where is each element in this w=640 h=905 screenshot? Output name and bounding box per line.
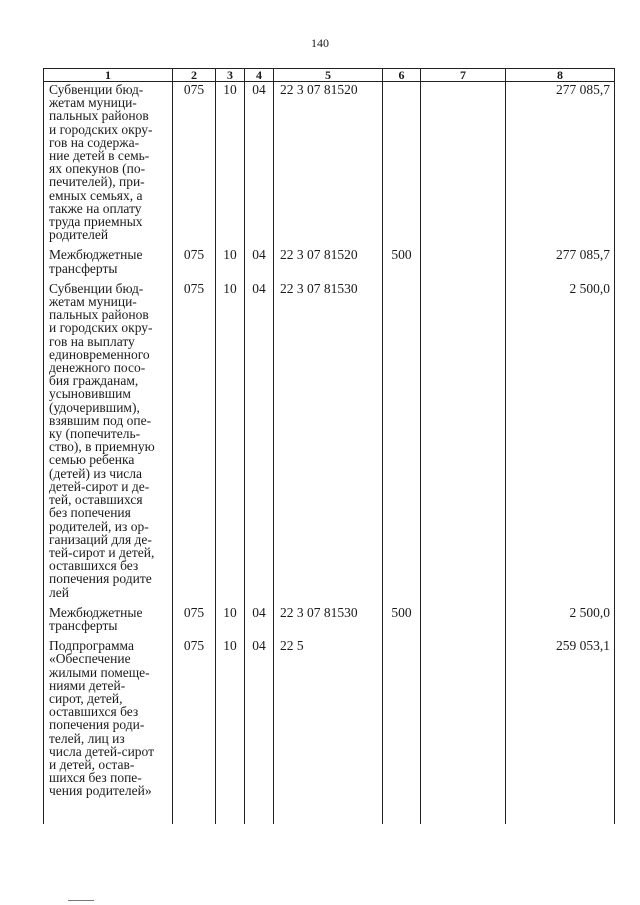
table-row xyxy=(44,281,615,599)
table-body xyxy=(44,82,615,824)
table-header xyxy=(44,69,615,82)
row-col2-cell: 075 xyxy=(173,82,216,242)
row-col2-cell: 075 xyxy=(173,281,216,599)
row-spacer xyxy=(44,798,615,824)
row-col4-cell: 04 xyxy=(245,638,274,797)
row-name-cell xyxy=(44,281,173,599)
header-cell-3: 3 xyxy=(216,69,245,82)
header-cell-1: 1 xyxy=(44,69,173,82)
header-cell-4: 4 xyxy=(245,69,274,82)
row-col6-cell: 500 xyxy=(383,605,421,632)
row-col5-cell: 22 3 07 81520 xyxy=(274,82,383,242)
row-name-cell xyxy=(44,247,173,274)
row-col2-cell: 075 xyxy=(173,638,216,797)
row-name-text: Межбюджетные трансферты xyxy=(49,247,143,276)
row-col6-cell xyxy=(383,638,421,797)
row-col3-cell: 10 xyxy=(216,247,245,274)
row-col4-cell: 04 xyxy=(245,247,274,274)
row-amount-cell: 259 053,1 xyxy=(506,638,615,797)
header-cell-5: 5 xyxy=(274,69,383,82)
row-amount-cell: 277 085,7 xyxy=(506,247,615,274)
row-col7-cell xyxy=(421,281,506,599)
table-row xyxy=(44,247,615,274)
header-cell-2: 2 xyxy=(173,69,216,82)
row-name-text: Подпрограмма «Обеспечение жилыми помеще- ниями детей- сирот, детей, оставшихся без попечения роди- телей, лиц из числа детей-сирот и детей, остав- шихся без попе- чения родителей» xyxy=(49,638,155,799)
row-name-text: Субвенции бюд- жетам муници- пальных районов и городских окру- гов на выплату единовременного денежного посо- бия гражданам, усыновившим (удочерившим), взявшим под опе- ку (попечитель- ство), в приемную семью ребенка (детей) из числа детей-сирот и де- тей, оставшихся без попечения родителей, из ор- ганизаций для де- тей-сирот и детей, оставшихся без попечения родите лей xyxy=(49,280,155,600)
row-amount-cell: 2 500,0 xyxy=(506,605,615,632)
row-col4-cell: 04 xyxy=(245,82,274,242)
row-col5-cell: 22 3 07 81530 xyxy=(274,605,383,632)
row-col7-cell xyxy=(421,638,506,797)
row-col3-cell: 10 xyxy=(216,638,245,797)
row-name-text: Субвенции бюд- жетам муници- пальных районов и городских окру- гов на содержа- ние детей в семь- ях опекунов (по- печителей), при- емных семьях, а также на оплату труда приемных родителей xyxy=(49,82,153,243)
row-amount-cell: 2 500,0 xyxy=(506,281,615,599)
page-number: 140 xyxy=(311,36,329,50)
row-col2-cell: 075 xyxy=(173,247,216,274)
header-row xyxy=(44,69,615,82)
budget-table xyxy=(43,68,615,824)
row-col3-cell: 10 xyxy=(216,605,245,632)
row-col4-cell: 04 xyxy=(245,281,274,599)
row-amount-cell: 277 085,7 xyxy=(506,82,615,242)
row-name-cell xyxy=(44,638,173,797)
header-cell-6: 6 xyxy=(383,69,421,82)
table-row xyxy=(44,605,615,632)
row-col6-cell xyxy=(383,281,421,599)
row-col5-cell: 22 3 07 81530 xyxy=(274,281,383,599)
row-col3-cell: 10 xyxy=(216,281,245,599)
row-col3-cell: 10 xyxy=(216,82,245,242)
row-col6-cell: 500 xyxy=(383,247,421,274)
table-row xyxy=(44,638,615,797)
row-col5-cell: 22 3 07 81520 xyxy=(274,247,383,274)
row-col4-cell: 04 xyxy=(245,605,274,632)
row-col2-cell: 075 xyxy=(173,605,216,632)
row-col5-cell: 22 5 xyxy=(274,638,383,797)
row-name-cell xyxy=(44,82,173,242)
header-cell-8: 8 xyxy=(506,69,615,82)
row-col7-cell xyxy=(421,605,506,632)
row-name-cell xyxy=(44,605,173,632)
table-row xyxy=(44,82,615,242)
row-name-text: Межбюджетные трансферты xyxy=(49,604,143,633)
row-col6-cell xyxy=(383,82,421,242)
row-col7-cell xyxy=(421,247,506,274)
bottom-rule xyxy=(68,900,94,901)
header-cell-7: 7 xyxy=(421,69,506,82)
row-col7-cell xyxy=(421,82,506,242)
